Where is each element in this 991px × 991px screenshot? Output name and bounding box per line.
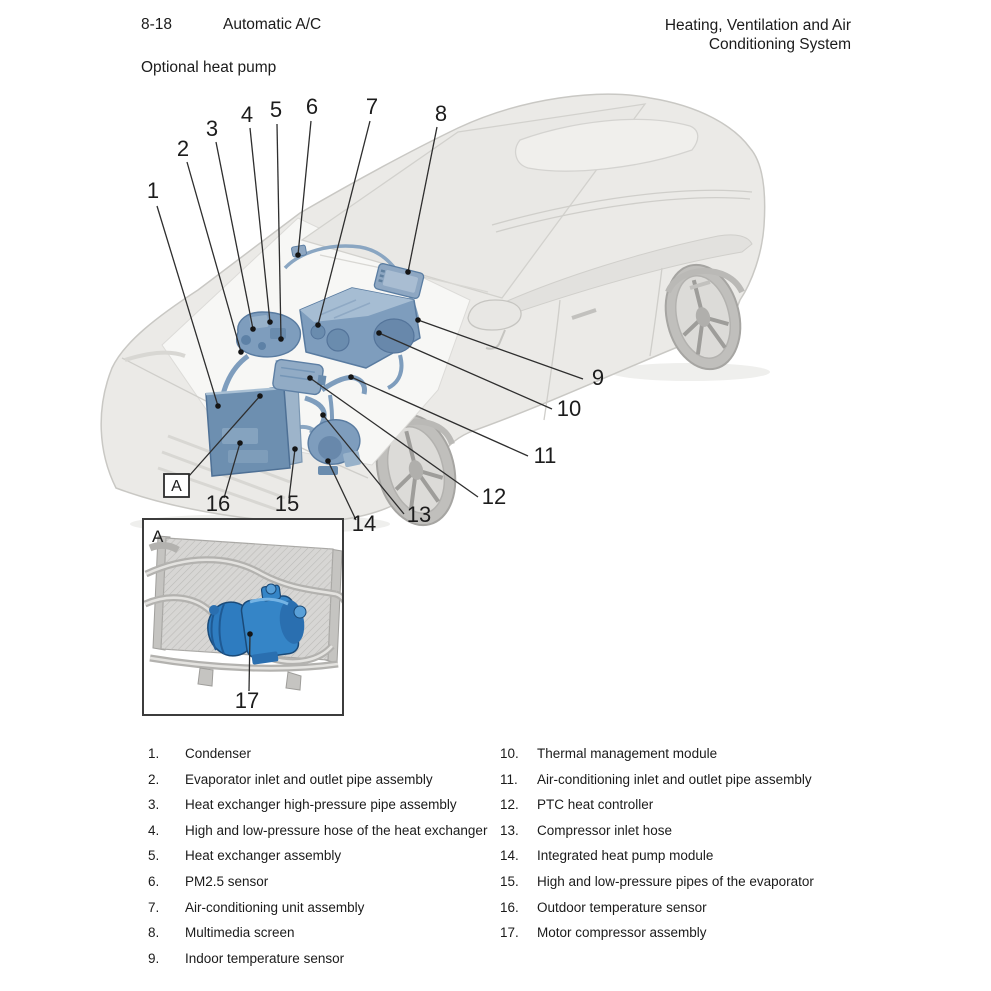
callout-number-12: 12 (481, 484, 507, 509)
inset-a-letter: A (152, 527, 164, 546)
callout-number-1: 1 (146, 178, 160, 203)
legend-item-label: Outdoor temperature sensor (537, 899, 707, 915)
leader-dot-4 (267, 319, 273, 325)
legend-item (148, 823, 498, 849)
callout-number-10: 10 (556, 396, 582, 421)
legend-item-number: 2. (148, 771, 160, 787)
legend-item-number: 15. (500, 873, 519, 889)
legend-item (148, 925, 498, 951)
leader-dot-9 (415, 317, 421, 323)
callout-number-3: 3 (205, 116, 219, 141)
legend-item (148, 874, 498, 900)
area-a-letter: A (171, 478, 182, 495)
leader-dot-17 (247, 631, 253, 637)
legend-item-label: Air-conditioning inlet and outlet pipe assembly (537, 771, 812, 787)
callout-number-15: 15 (274, 491, 300, 516)
legend-item-label: Condenser (185, 746, 252, 761)
legend-item-number: 10. (500, 746, 519, 761)
legend-item-label: High and low-pressure pipes of the evaporator (537, 873, 814, 889)
callout-number-8: 8 (434, 101, 448, 126)
legend-item-label: Heat exchanger high-pressure pipe assembly (185, 797, 457, 813)
legend-item-label: Compressor inlet hose (537, 822, 673, 838)
legend-item-label: Thermal management module (537, 746, 718, 761)
leader-dot-1 (215, 403, 221, 409)
legend-item (148, 848, 498, 874)
leader-dot-8 (405, 269, 411, 275)
section-title: Automatic A/C (223, 16, 322, 33)
legend-item-number: 6. (148, 873, 160, 889)
legend-item-label: Multimedia screen (185, 925, 295, 941)
legend-item-number: 13. (500, 822, 519, 838)
chapter-title (665, 16, 851, 54)
callout-number-9: 9 (591, 365, 605, 390)
legend-item (148, 746, 498, 772)
legend-item-label: Indoor temperature sensor (185, 950, 345, 966)
legend-item (500, 823, 940, 849)
leader-dot-14 (325, 458, 331, 464)
legend-item-number: 17. (500, 925, 519, 941)
chapter-title-line2: Conditioning System (708, 36, 851, 53)
legend-item (148, 797, 498, 823)
callout-number-16: 16 (205, 491, 231, 516)
leader-dot-6 (295, 252, 301, 258)
legend-item-number: 1. (148, 746, 160, 761)
leader-dot-16 (237, 440, 243, 446)
leader-dot-10 (376, 330, 382, 336)
legend-item-number: 8. (148, 925, 160, 941)
legend-item-label: Evaporator inlet and outlet pipe assembly (185, 771, 433, 787)
callout-number-17: 17 (234, 688, 260, 713)
legend-item-number: 16. (500, 899, 519, 915)
leader-dot-12 (307, 375, 313, 381)
leader-dot-7 (315, 322, 321, 328)
legend-item-label: Motor compressor assembly (537, 925, 707, 941)
callout-number-5: 5 (269, 97, 283, 122)
leader-dot-15 (292, 446, 298, 452)
legend-item (500, 848, 940, 874)
callout-number-6: 6 (305, 94, 319, 119)
legend-item-number: 9. (148, 950, 160, 966)
legend-item (148, 951, 498, 977)
inset-bracket-left (198, 668, 213, 686)
legend-item-label: High and low-pressure hose of the heat exchanger (185, 822, 488, 838)
callout-number-7: 7 (365, 94, 379, 119)
legend-item (500, 772, 940, 798)
page-number: 8-18 (141, 16, 173, 33)
callout-number-14: 14 (351, 511, 377, 536)
legend-item (148, 900, 498, 926)
legend-column-left (148, 746, 498, 976)
legend-item-label: Heat exchanger assembly (185, 848, 342, 864)
leader-dot-2 (238, 349, 244, 355)
legend-item-number: 3. (148, 797, 160, 813)
leader-dot-13 (320, 412, 326, 418)
legend-item (500, 797, 940, 823)
legend-item-number: 11. (500, 771, 518, 787)
callout-number-11: 11 (533, 443, 557, 468)
ptc-heat-controller (272, 359, 328, 396)
figure-title: Optional heat pump (141, 59, 277, 76)
chapter-title-line1: Heating, Ventilation and Air (664, 17, 851, 34)
legend-item-label: Air-conditioning unit assembly (185, 899, 365, 915)
legend-column-right (500, 746, 940, 951)
legend-item-number: 4. (148, 822, 160, 838)
legend-item-number: 12. (500, 797, 519, 813)
leader-dot-3 (250, 326, 256, 332)
legend-item-label: PM2.5 sensor (185, 873, 269, 889)
legend-item-number: 14. (500, 848, 519, 864)
legend-item-number: 7. (148, 899, 160, 915)
legend-item-number: 5. (148, 848, 160, 864)
car-illustration (101, 94, 770, 534)
callout-number-2: 2 (176, 136, 190, 161)
heat-exchanger-assembly (237, 312, 301, 357)
legend-item (500, 900, 940, 926)
legend-item (500, 925, 940, 951)
inset-detail-box (143, 519, 348, 715)
legend-item-label: PTC heat controller (537, 797, 654, 813)
legend-item (500, 874, 940, 900)
legend-item (500, 746, 940, 772)
callout-number-4: 4 (240, 102, 254, 127)
leader-dot-11 (348, 374, 354, 380)
callout-number-13: 13 (406, 502, 432, 527)
legend-item-label: Integrated heat pump module (537, 848, 714, 864)
legend-item (148, 772, 498, 798)
leader-dot-5 (278, 336, 284, 342)
hvac-diagram (0, 85, 991, 745)
condenser (206, 384, 302, 476)
